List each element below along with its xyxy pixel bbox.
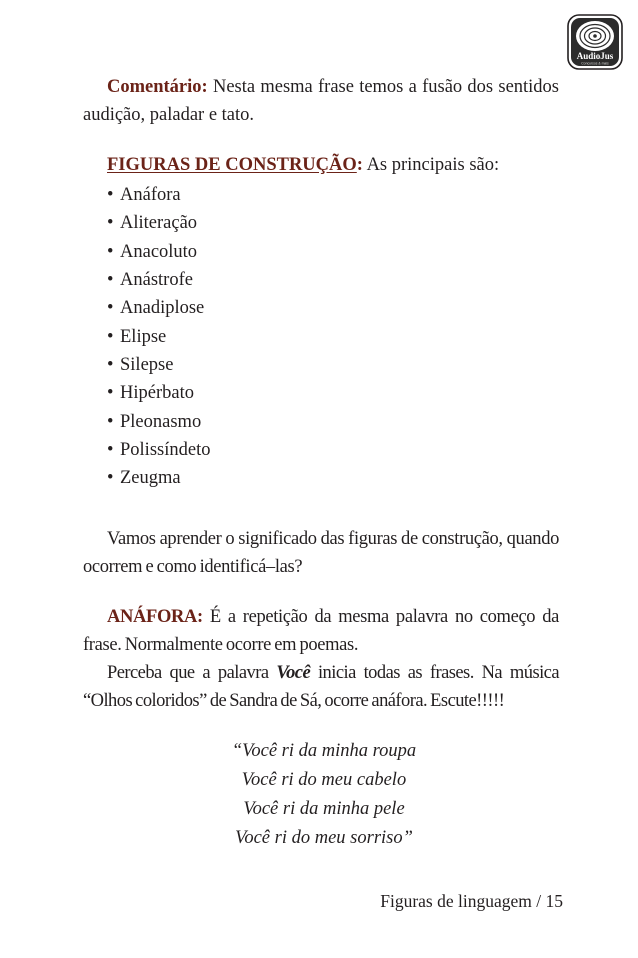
construction-list: [107, 181, 210, 493]
construction-heading-line: [83, 151, 559, 179]
poem-line: “Você ri da minha roupa: [231, 741, 417, 761]
construction-heading-colon: :: [356, 155, 363, 175]
list-item: [107, 294, 210, 322]
list-item: [107, 238, 210, 266]
bullet: •: [107, 440, 114, 461]
comment-text: Nesta mesma frase temos a fusão dos sentidos audição, paladar e tato.: [83, 77, 560, 125]
construction-intro: As principais são:: [366, 155, 500, 175]
bullet: •: [107, 411, 114, 432]
anafora-definition: É a repetição da mesma palavra no começo da frase. Normalmente ocorre em poemas.: [83, 607, 560, 655]
list-item-label: Zeugma: [120, 468, 181, 489]
list-item-label: Anadiplose: [120, 298, 205, 319]
list-item: [107, 436, 210, 464]
page-footer: Figuras de linguagem / 15: [380, 891, 563, 911]
logo-subtext: Concursos & mais: [581, 61, 609, 66]
bullet: •: [107, 270, 114, 291]
bullet: •: [107, 213, 114, 234]
bullet: •: [107, 326, 114, 347]
logo-text: AudioJus: [576, 51, 614, 61]
list-item: [107, 181, 210, 209]
poem-line: Você ri da minha pele: [243, 799, 405, 819]
anafora-paragraph: [83, 603, 559, 659]
perceba-before: Perceba que a palavra: [107, 663, 269, 683]
anafora-label: ANÁFORA:: [107, 607, 203, 627]
list-item-label: Anacoluto: [120, 241, 198, 262]
audiojus-logo: [567, 14, 623, 70]
bullet: •: [107, 468, 114, 489]
question-paragraph: Vamos aprender o significado das figuras de construção, quando ocorrem e como identificá–las?: [83, 529, 559, 577]
bullet: •: [107, 185, 114, 205]
list-item: [107, 408, 210, 436]
poem-line: Você ri do meu sorriso”: [235, 828, 413, 848]
comment-paragraph: [83, 73, 559, 129]
audiojus-logo-icon: [567, 14, 623, 70]
keyword-voce: Você: [276, 663, 311, 683]
list-item-label: Pleonasmo: [120, 411, 202, 432]
list-item: [107, 464, 210, 492]
bullet: •: [107, 383, 114, 404]
list-item: [107, 323, 210, 351]
list-item-label: Aliteração: [120, 213, 198, 234]
list-item-label: Anástrofe: [120, 270, 193, 291]
comment-label: Comentário:: [107, 77, 208, 97]
perceba-after: inicia todas as frases. Na música “Olhos coloridos” de Sandra de Sá, ocorre anáfora. Escute!!!!!: [83, 663, 560, 711]
list-item-label: Hipérbato: [120, 383, 194, 404]
perceba-paragraph: [83, 659, 559, 715]
list-item: [107, 266, 210, 294]
list-item: [107, 351, 210, 379]
list-item-label: Silepse: [120, 355, 174, 376]
bullet: •: [107, 241, 114, 262]
list-item: [107, 379, 210, 407]
bullet: •: [107, 298, 114, 319]
list-item-label: Anáfora: [120, 185, 181, 205]
construction-heading: FIGURAS DE CONSTRUÇÃO: [107, 155, 357, 175]
list-item: [107, 209, 210, 237]
list-item-label: Polissíndeto: [120, 440, 211, 461]
list-item-label: Elipse: [120, 326, 167, 347]
poem-quote: [214, 737, 434, 853]
poem-line: Você ri do meu cabelo: [241, 770, 407, 790]
bullet: •: [107, 355, 114, 376]
